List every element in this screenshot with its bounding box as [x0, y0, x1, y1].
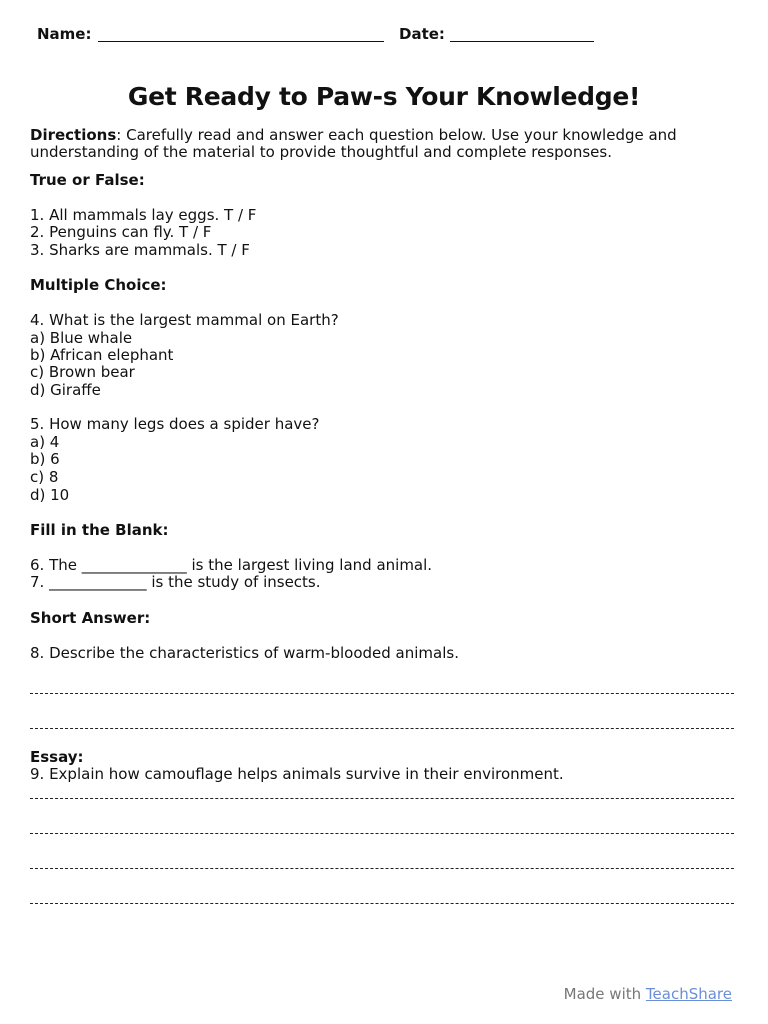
- question-8: 8. Describe the characteristics of warm-blooded animals.: [30, 644, 459, 662]
- directions-text-line1: : Carefully read and answer each question below. Use your knowledge and: [116, 126, 677, 144]
- answer-line[interactable]: [30, 728, 734, 729]
- name-field[interactable]: [98, 41, 384, 42]
- question-4-option-a: a) Blue whale: [30, 329, 133, 347]
- section-heading-true-false: True or False:: [30, 171, 145, 189]
- date-field[interactable]: [450, 41, 594, 42]
- answer-line[interactable]: [30, 833, 734, 834]
- question-3: 3. Sharks are mammals. T / F: [30, 241, 250, 259]
- footer: [564, 985, 732, 1003]
- question-4-option-c: c) Brown bear: [30, 363, 135, 381]
- page-title: Get Ready to Paw-s Your Knowledge!: [127, 82, 641, 111]
- question-5: 5. How many legs does a spider have?: [30, 415, 320, 433]
- section-heading-short-answer: Short Answer:: [30, 609, 151, 627]
- answer-line[interactable]: [30, 903, 734, 904]
- question-1: 1. All mammals lay eggs. T / F: [30, 206, 257, 224]
- name-label: Name:: [37, 25, 92, 43]
- question-6: 6. The ______________ is the largest living land animal.: [30, 556, 433, 574]
- directions-label: Directions: [30, 126, 117, 144]
- made-with-text: Made with: [563, 985, 642, 1003]
- teachshare-link[interactable]: TeachShare: [645, 985, 732, 1003]
- question-2: 2. Penguins can fly. T / F: [30, 223, 212, 241]
- section-heading-fill-blank: Fill in the Blank:: [30, 521, 169, 539]
- question-5-option-d: d) 10: [30, 486, 70, 504]
- answer-line[interactable]: [30, 868, 734, 869]
- section-heading-essay: Essay:: [30, 748, 84, 766]
- answer-line[interactable]: [30, 798, 734, 799]
- date-label: Date:: [399, 25, 445, 43]
- question-5-option-a: a) 4: [30, 433, 60, 451]
- question-7: 7. _____________ is the study of insects.: [30, 573, 321, 591]
- answer-line[interactable]: [30, 693, 734, 694]
- question-4-option-d: d) Giraffe: [30, 381, 101, 399]
- directions-text-line2: understanding of the material to provide thoughtful and complete responses.: [30, 143, 612, 161]
- question-9: 9. Explain how camouflage helps animals survive in their environment.: [30, 765, 564, 783]
- question-5-option-b: b) 6: [30, 450, 60, 468]
- directions: [30, 127, 677, 144]
- question-4-option-b: b) African elephant: [30, 346, 174, 364]
- question-5-option-c: c) 8: [30, 468, 59, 486]
- section-heading-multiple-choice: Multiple Choice:: [30, 276, 167, 294]
- question-4: 4. What is the largest mammal on Earth?: [30, 311, 339, 329]
